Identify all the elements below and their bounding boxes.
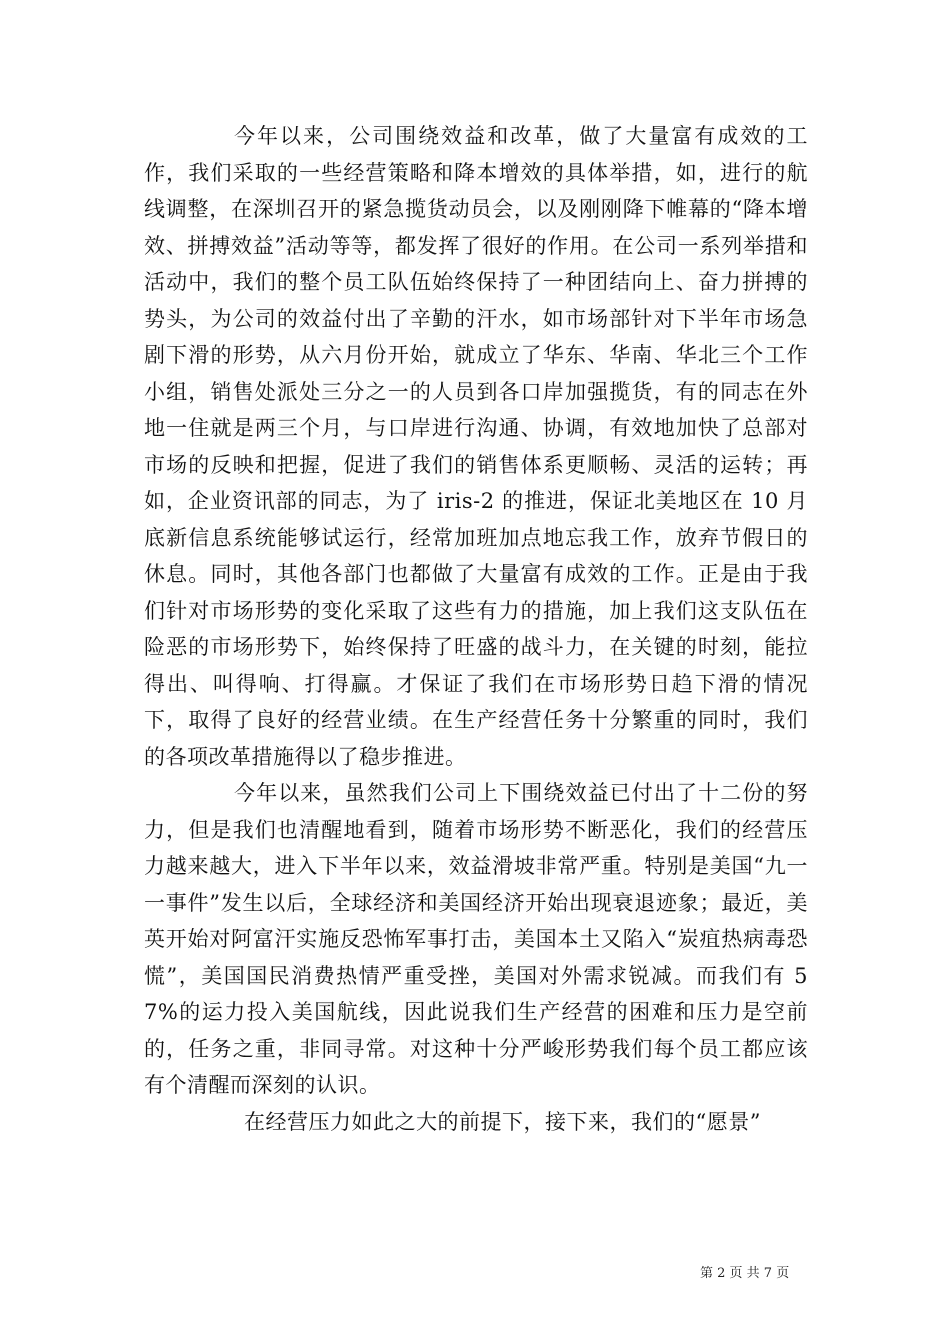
page-number-footer: 第 2 页 共 7 页 <box>700 1266 790 1281</box>
document-body <box>144 118 808 1140</box>
paragraph-2: 今年以来，虽然我们公司上下围绕效益已付出了十二份的努力，但是我们也清醒地看到，随着市场形势不断恶化，我们的经营压力越来越大，进入下半年以来，效益滑坡非常严重。特别是美国“九一一事件”发生以后，全球经济和美国经济开始出现衰退迹象；最近，美英开始对阿富汗实施反恐怖军事打击，美国本土又陷入“炭疽热病毒恐慌”，美国国民消费热情严重受挫，美国对外需求锐减。而我们有 57%的运力投入美国航线，因此说我们生产经营的困难和压力是空前的，任务之重，非同寻常。对这种十分严峻形势我们每个员工都应该有个清醒而深刻的认识。 <box>144 781 808 1097</box>
paragraph-1: 今年以来，公司围绕效益和改革，做了大量富有成效的工作，我们采取的一些经营策略和降本增效的具体举措，如，进行的航线调整，在深圳召开的紧急揽货动员会，以及刚刚降下帷幕的“降本增效、拼搏效益”活动等等，都发挥了很好的作用。在公司一系列举措和活动中，我们的整个员工队伍始终保持了一种团结向上、奋力拼搏的势头，为公司的效益付出了辛勤的汗水，如市场部针对下半年市场急剧下滑的形势，从六月份开始，就成立了华东、华南、华北三个工作小组，销售处派处三分之一的人员到各口岸加强揽货，有的同志在外地一住就是两三个月，与口岸进行沟通、协调，有效地加快了总部对市场的反映和把握，促进了我们的销售体系更顺畅、灵活的运转；再如，企业资讯部的同志，为了 iris-2 的推进，保证北美地区在 10 月底新信息系统能够试运行，经常加班加点地忘我工作，放弃节假日的休息。同时，其他各部门也都做了大量富有成效的工作。正是由于我们针对市场形势的变化采取了这些有力的措施，加上我们这支队伍在险恶的市场形势下，始终保持了旺盛的战斗力，在关键的时刻，能拉得出、叫得响、打得赢。才保证了我们在市场形势日趋下滑的情况下，取得了良好的经营业绩。在生产经营任务十分繁重的同时，我们的各项改革措施得以了稳步推进。 <box>144 124 808 769</box>
paragraph-3: 在经营压力如此之大的前提下，接下来，我们的“愿景” <box>244 1109 761 1134</box>
